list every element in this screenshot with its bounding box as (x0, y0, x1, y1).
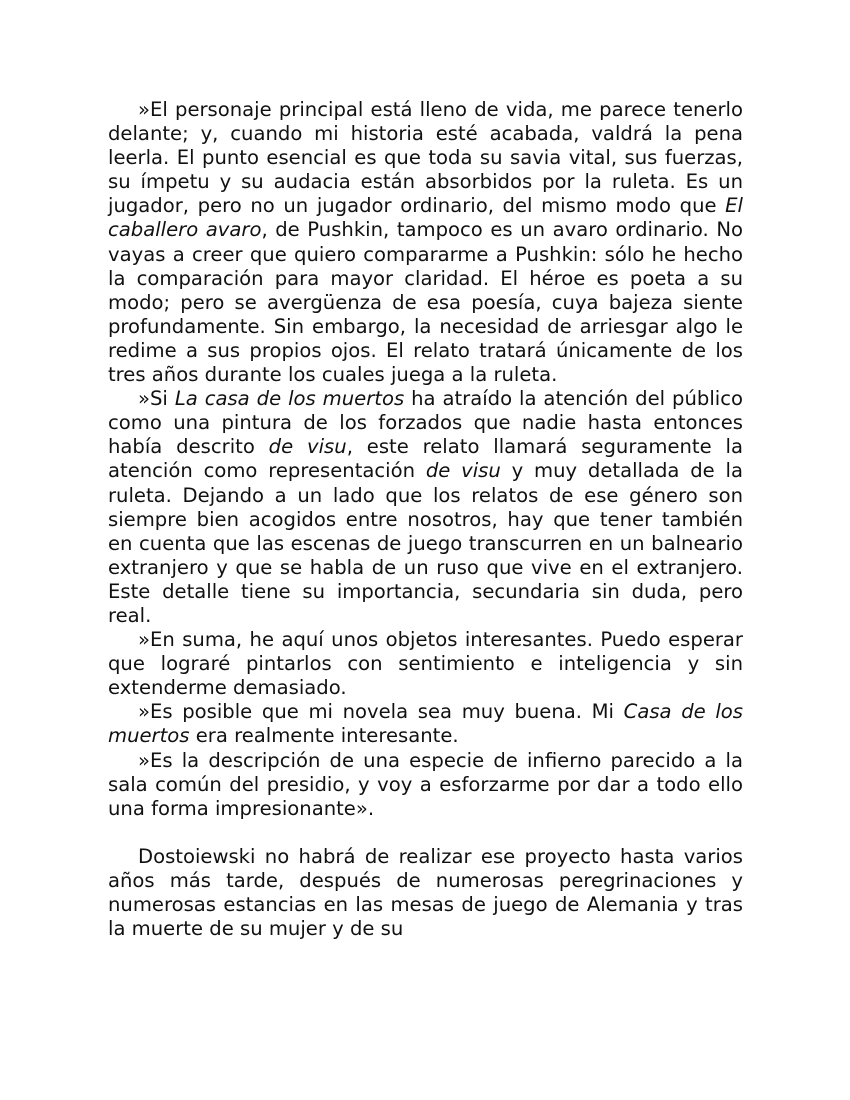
document-page (108, 98, 743, 941)
book-title-casa-de-los-muertos: La casa de los muertos (174, 387, 405, 411)
text-run: »El personaje principal está lleno de vida, me parece tenerlo delante; y, cuando mi historia esté acabada, valdrá la pena leerla. El punto esencial es que toda su savia vital, sus fuerzas, su ímpetu y su audacia están absorbidos por la ruleta. Es un jugador, pero no un jugador ordinario, del mismo modo que (108, 98, 743, 218)
paragraph-1 (108, 98, 743, 387)
paragraph-3 (108, 628, 743, 700)
text-run: , este relato llamará seguramente la atención como representación (108, 435, 743, 483)
text-run: Dostoiewski no habrá de realizar ese proyecto hasta varios años más tarde, después de numerosas peregrinaciones y numerosas estancias en las mesas de juego de Alemania y tras la muerte de su mujer y de su (108, 844, 743, 941)
paragraph-6 (108, 845, 743, 941)
text-run: era realmente interesante. (189, 724, 459, 748)
text-run: »Es la descripción de una especie de infierno parecido a la sala común del presidio, y voy a esforzarme por dar a todo ello una forma impresionante». (108, 748, 743, 820)
paragraph-4 (108, 700, 743, 748)
text-run: »En suma, he aquí unos objetos interesantes. Puedo esperar que lograré pintarlos con sentimiento e inteligencia y sin extenderme demasiado. (108, 628, 743, 700)
italic-phrase-de-visu: de visu (268, 435, 347, 459)
paragraph-2 (108, 387, 743, 628)
text-run: »Es posible que mi novela sea muy buena. Mi (138, 700, 624, 724)
italic-phrase-de-visu: de visu (425, 459, 501, 483)
text-run: , de Pushkin, tampoco es un avaro ordinario. No vayas a creer que quiero compararme a Pushkin: sólo he hecho la comparación para mayor claridad. El héroe es poeta a su modo; pero se avergüenza de esa poesía, cuya bajeza siente profundamente. Sin embargo, la necesidad de arriesgar algo le redime a sus propios ojos. El relato tratará únicamente de los tres años durante los cuales juega a la ruleta. (108, 218, 743, 387)
paragraph-5 (108, 749, 743, 821)
text-run: »Si (138, 387, 175, 411)
book-title-casa-de-los-muertos: Casa de los muertos (108, 700, 743, 748)
book-title-caballero-avaro: El caballero avaro (108, 194, 743, 242)
text-run: y muy detallada de la ruleta. Dejando a un lado que los relatos de ese género son siempre bien acogidos entre nosotros, hay que tener también en cuenta que las escenas de juego transcurren en un balneario extranjero y que se habla de un ruso que vive en el extranjero. Este detalle tiene su importancia, secundaria sin duda, pero real. (108, 459, 743, 627)
text-run: ha atraído la atención del público como una pintura de los forzados que nadie hasta entonces había descrito (108, 387, 743, 459)
